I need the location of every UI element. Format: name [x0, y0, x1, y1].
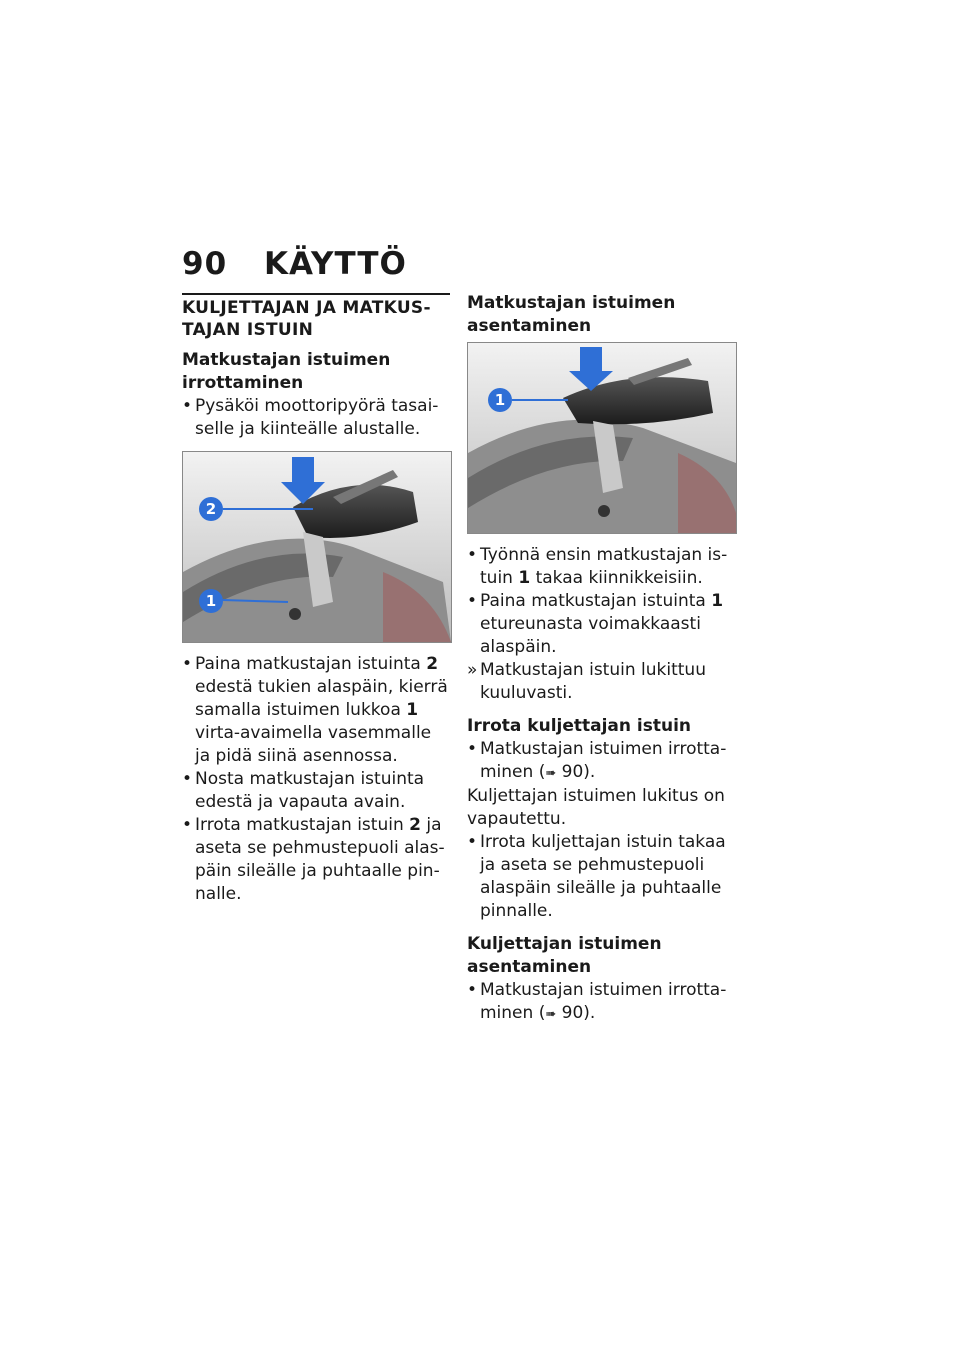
seat-illustration — [468, 343, 736, 533]
subheading-remove-passenger-seat: Matkustajan istuimen irrottaminen — [182, 350, 391, 393]
note-text: Kuljettajan istuimen lukitus on vapautettu. — [467, 786, 725, 829]
instruction-step — [467, 738, 739, 785]
bullet-icon: • — [182, 815, 193, 835]
section-heading-line: KULJETTAJAN JA MATKUS- — [182, 298, 431, 318]
step-text: Työnnä ensin matkustajan is- — [480, 545, 728, 565]
callout-marker: 1 — [199, 589, 223, 613]
instruction-step — [467, 544, 739, 590]
step-text: Paina matkustajan istuinta 2 — [195, 654, 439, 674]
bullet-icon: • — [467, 739, 478, 759]
step-text: etureunasta voimakkaasti — [480, 614, 701, 634]
subheading-install-passenger-seat: Matkustajan istuimen asentaminen — [467, 293, 676, 336]
heading-rule — [182, 293, 450, 295]
bullet-icon: • — [467, 980, 478, 1000]
step-text: Paina matkustajan istuinta 1 — [480, 591, 724, 611]
step-text: edestä ja vapauta avain. — [195, 792, 406, 812]
right-column — [467, 292, 739, 1026]
subheading-remove-rider-seat: Irrota kuljettajan istuin — [467, 716, 692, 736]
step-text: Irrota matkustajan istuin 2 ja — [195, 815, 442, 835]
result-line — [467, 659, 739, 705]
seat-illustration — [183, 452, 451, 642]
left-column — [182, 297, 457, 906]
instruction-step — [467, 590, 739, 659]
step-text: alaspäin sileälle ja puhtaalle — [480, 878, 722, 898]
step-text: päin sileälle ja puhtaalle pin- — [195, 861, 440, 881]
step-text: Pysäköi moottoripyörä tasai- — [195, 396, 439, 416]
page-header — [182, 246, 407, 282]
step-text: tuin 1 takaa kiinnikkeisiin. — [480, 568, 703, 588]
page-reference-arrow-icon: ➠ — [545, 1007, 557, 1022]
result-arrow-icon: » — [467, 660, 478, 680]
bullet-icon: • — [182, 769, 193, 789]
instruction-step — [182, 768, 457, 814]
bullet-icon: • — [467, 591, 478, 611]
step-text: Matkustajan istuimen irrotta- — [480, 980, 727, 1000]
callout-marker: 1 — [488, 388, 512, 412]
step-text: selle ja kiinteälle alustalle. — [195, 419, 421, 439]
section-heading-line: TAJAN ISTUIN — [182, 320, 314, 340]
step-text: alaspäin. — [480, 637, 557, 657]
bullet-icon: • — [182, 396, 193, 416]
instruction-step — [182, 395, 457, 441]
step-text: aseta se pehmustepuoli alas- — [195, 838, 445, 858]
page-number: 90 — [182, 246, 228, 282]
figure-passenger-seat-installation — [467, 342, 737, 534]
step-text: kuuluvasti. — [480, 683, 573, 703]
section-heading — [182, 297, 457, 341]
bullet-icon: • — [467, 545, 478, 565]
page-reference-arrow-icon: ➠ — [545, 766, 557, 781]
figure-passenger-seat-removal — [182, 451, 452, 643]
bullet-icon: • — [182, 654, 193, 674]
section-title: KÄYTTÖ — [264, 246, 407, 282]
step-text: pinnalle. — [480, 901, 553, 921]
instruction-step — [182, 653, 457, 768]
callout-marker: 2 — [199, 497, 223, 521]
step-text: Irrota kuljettajan istuin takaa — [480, 832, 726, 852]
step-text: Nosta matkustajan istuinta — [195, 769, 425, 789]
step-text: Matkustajan istuimen irrotta- — [480, 739, 727, 759]
step-text: virta-avaimella vasemmalle — [195, 723, 432, 743]
subheading-install-rider-seat: Kuljettajan istuimen asentaminen — [467, 934, 662, 977]
step-text: minen (➠ 90). — [480, 761, 739, 785]
step-text: Matkustajan istuin lukittuu — [480, 660, 706, 680]
step-text: minen (➠ 90). — [480, 1002, 739, 1026]
bullet-icon: • — [467, 832, 478, 852]
step-text: ja pidä siinä asennossa. — [195, 746, 398, 766]
step-text: ja aseta se pehmustepuoli — [480, 855, 705, 875]
instruction-step — [467, 979, 739, 1026]
step-text: samalla istuimen lukkoa 1 — [195, 700, 419, 720]
step-text: edestä tukien alaspäin, kierrä — [195, 677, 448, 697]
step-text: nalle. — [195, 884, 242, 904]
instruction-step — [182, 814, 457, 906]
instruction-step — [467, 831, 739, 923]
